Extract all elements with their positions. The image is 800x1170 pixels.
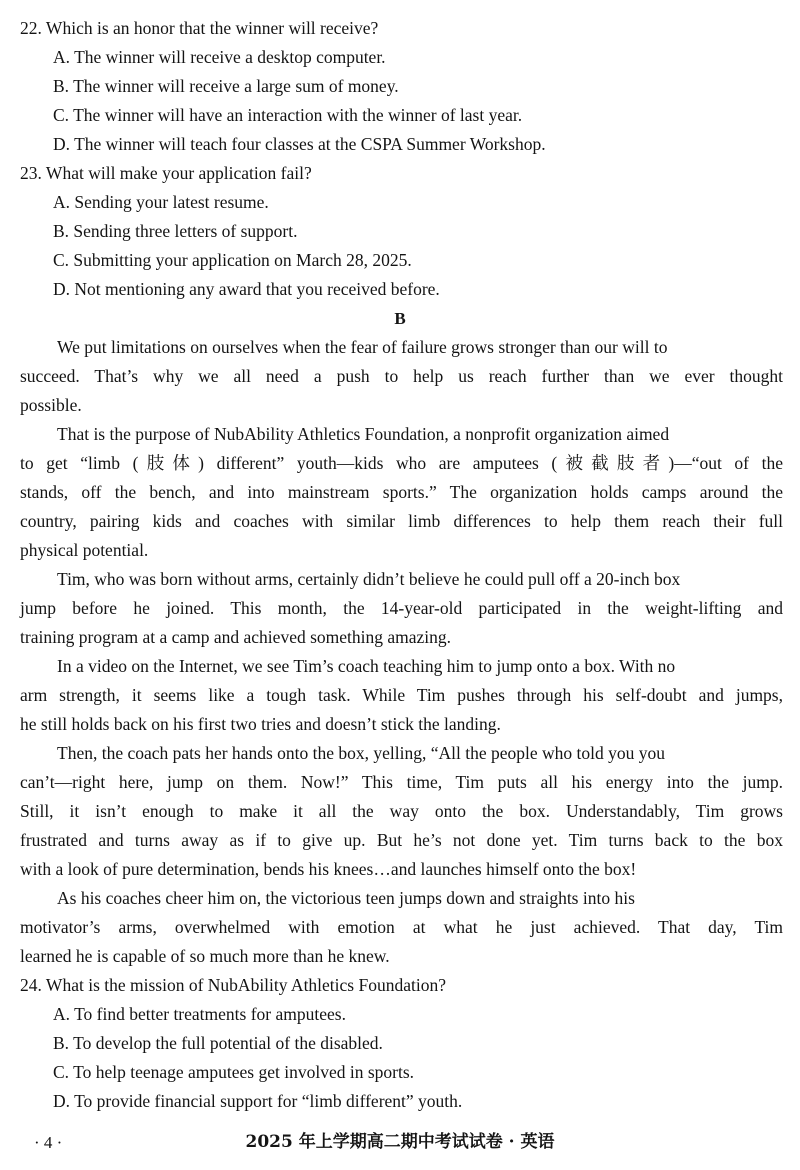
passage-line: physical potential. xyxy=(20,540,149,560)
exam-title-footer: 2025 年上学期高二期中考试试卷 · 英语 xyxy=(245,1132,555,1152)
question-22-option-d: D. The winner will teach four classes at the CSPA Summer Workshop. xyxy=(53,134,546,154)
passage-line: with a look of pure determination, bends his knees…and launches himself onto the box! xyxy=(20,859,637,879)
section-b-heading: B xyxy=(394,309,406,328)
passage-line: possible. xyxy=(20,395,82,415)
passage-line: training program at a camp and achieved something amazing. xyxy=(20,627,452,647)
passage-line: stands, off the bench, and into mainstream sports.” The organization holds camps around the xyxy=(20,482,783,502)
passage-line: We put limitations on ourselves when the fear of failure grows stronger than our will to xyxy=(57,337,668,357)
passage-line: Tim, who was born without arms, certainly didn’t believe he could pull off a 20-inch box xyxy=(57,569,681,589)
passage-line: That is the purpose of NubAbility Athletics Foundation, a nonprofit organization aimed xyxy=(57,424,670,444)
question-22-option-c: C. The winner will have an interaction with the winner of last year. xyxy=(53,105,523,125)
passage-line: As his coaches cheer him on, the victorious teen jumps down and straights into his xyxy=(57,888,635,908)
passage-line: country, pairing kids and coaches with similar limb differences to help them reach their full xyxy=(20,511,783,531)
question-24-option-b: B. To develop the full potential of the disabled. xyxy=(53,1033,383,1053)
passage-line: he still holds back on his first two tries and doesn’t stick the landing. xyxy=(20,714,501,734)
passage-line: arm strength, it seems like a tough task. While Tim pushes through his self-doubt and jumps, xyxy=(20,685,783,705)
passage-line: In a video on the Internet, we see Tim’s coach teaching him to jump onto a box. With no xyxy=(57,656,676,676)
passage-line: motivator’s arms, overwhelmed with emotion at what he just achieved. That day, Tim xyxy=(20,917,783,937)
question-23-option-b: B. Sending three letters of support. xyxy=(53,221,298,241)
passage-line: frustrated and turns away as if to give up. But he’s not done yet. Tim turns back to the box xyxy=(20,830,783,850)
question-23-option-a: A. Sending your latest resume. xyxy=(53,192,269,212)
question-22-option-a: A. The winner will receive a desktop computer. xyxy=(53,47,386,67)
question-24-stem: 24. What is the mission of NubAbility Athletics Foundation? xyxy=(20,975,446,995)
question-24-option-c: C. To help teenage amputees get involved in sports. xyxy=(53,1062,415,1082)
passage-line: Then, the coach pats her hands onto the box, yelling, “All the people who told you you xyxy=(57,743,665,763)
passage-line: can’t—right here, jump on them. Now!” This time, Tim puts all his energy into the jump. xyxy=(20,772,783,792)
question-23-option-c: C. Submitting your application on March 28, 2025. xyxy=(53,250,412,270)
passage-line: learned he is capable of so much more than he knew. xyxy=(20,946,390,966)
passage-line: to get “limb (肢体) different” youth—kids who are amputees (被截肢者)—“out of the xyxy=(20,453,783,473)
question-23-stem: 23. What will make your application fail? xyxy=(20,163,312,183)
page-number: · 4 · xyxy=(34,1133,63,1152)
question-23-option-d: D. Not mentioning any award that you received before. xyxy=(53,279,440,299)
question-22-stem: 22. Which is an honor that the winner will receive? xyxy=(20,18,379,38)
question-22-option-b: B. The winner will receive a large sum of money. xyxy=(53,76,399,96)
passage-line: Still, it isn’t enough to make it all the way onto the box. Understandably, Tim grows xyxy=(20,801,783,821)
passage-line: jump before he joined. This month, the 14-year-old participated in the weight-lifting and xyxy=(20,598,783,618)
question-24-option-d: D. To provide financial support for “limb different” youth. xyxy=(53,1091,463,1111)
question-24-option-a: A. To find better treatments for amputees. xyxy=(53,1004,346,1024)
passage-line: succeed. That’s why we all need a push to help us reach further than we ever thought xyxy=(20,366,783,386)
